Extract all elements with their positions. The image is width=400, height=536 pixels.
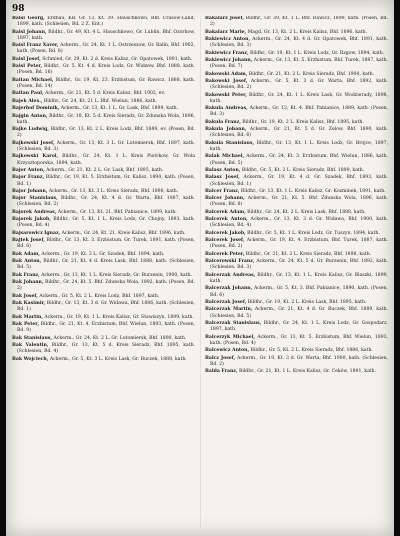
entry-details: Ackerm., Gr. 21, Kt. 5 d. Kreis Kalisz, Bhf. 1902, ev. — [43, 91, 165, 97]
entry-name: Bakowski Peter, — [205, 92, 247, 98]
entry-name: Bak Wojciech, — [12, 356, 49, 362]
directory-entry — [12, 315, 195, 321]
directory-entry — [205, 30, 388, 36]
directory-entry — [205, 141, 388, 153]
entry-details: Bildhr., Gr. 13, Kt. 1 L. Kreis Kalisz, Gr. Kozminek, 1891, kath. — [239, 188, 386, 194]
directory-entry — [12, 154, 195, 166]
entry-name: Bajtek Josef, — [12, 238, 45, 244]
entry-name: Balak Michael, — [205, 154, 245, 160]
entry-details: Bildhr., Gr. 19, Kt. 2 L. Kreis Kalisz, Bhf. 1895, kath. — [240, 119, 364, 125]
entry-name: Bakowski Josef, — [205, 78, 248, 84]
entry-name: Balcer Johann, — [205, 196, 245, 202]
directory-entry — [205, 72, 388, 78]
directory-entry — [12, 217, 195, 229]
entry-details: Ackerm., Gr. 24, Kt. 5 d. Gr. Burzenin, Bhf. 1892, kath. (Schlesien, Bd. 3) — [210, 259, 388, 271]
entry-details: Bildhr., Gr. 21, Kt. 2 L. Kreis Sieradz, Bhf. 1898, kath. — [244, 251, 372, 257]
entry-details: Bildhr., Gr. 13, Kt. 1 L. Kreis Kalisz, Gr. Blaszki, 1899, kath. — [210, 272, 388, 285]
entry-name: Baisl Josef, — [12, 56, 41, 62]
entry-name: Balcerek Anton, — [205, 217, 248, 223]
directory-entry — [12, 196, 195, 208]
entry-name: Balcerzak Johann, — [205, 286, 253, 292]
directory-entry — [205, 196, 388, 208]
entry-name: Balasz Josef, — [205, 175, 240, 181]
entry-details: Bildhr., Gr. 24, Kt. 2 L. Kreis Lask, Bhf. 1888, kath. — [245, 209, 366, 215]
entry-name: Balcerzak Stanislaus, — [205, 321, 262, 326]
entry-details: Bildhr., Gr. 19, Kt. 2 L. Kreis Lask, Bhf. 1895, kath. — [246, 300, 367, 306]
entry-details: Bildhr., Gr. 24, Kt. 1 L. Kreis Lodz, Gr. Gospodarz, 1897, kath. — [210, 321, 388, 333]
directory-entry — [205, 259, 388, 271]
directory-entry — [205, 210, 388, 216]
entry-name: Bajorek Andreas, — [12, 209, 57, 215]
directory-entry — [205, 238, 388, 250]
entry-details: Bildhr., Gr. 5, Kt. 2 L. Kreis Sieradz, Bhf. 1899, kath. — [240, 167, 365, 173]
directory-entry — [12, 43, 195, 55]
entry-name: Balcerowski Franz, — [205, 259, 255, 265]
directory-entry — [12, 91, 195, 97]
entry-name: Bak Franz, — [12, 272, 40, 278]
directory-entry — [12, 106, 195, 112]
entry-details: Bildhr., Gr. 21, Kt. 2 L. Kreis Sieradz, Bhf. 1900, kath. — [247, 71, 375, 77]
entry-details: Bildhr., Gr. 21, Kt. 4 d. Kreis Lask, Bhf. 1888, kath. (Schlesien, Bd. 5) — [17, 259, 195, 271]
entry-name: Bajor Stanislaus, — [12, 196, 58, 202]
directory-entry — [12, 114, 195, 126]
entry-name: Bajke Ludwig, — [12, 127, 49, 133]
entry-name: Bak Martin, — [12, 314, 43, 320]
entry-details: Ackerm., Gr. 13, Kt. 5. Erzbistum, Bhf. Turek, 1887, kath. (Posen, Bd. 7) — [210, 57, 388, 70]
entry-details: Bildhr., Gr. 19, Kt. 1 L. Kreis Lodz, Gr. Rzgow, 1894, kath. — [248, 50, 385, 56]
directory-entry — [12, 16, 195, 28]
entry-details: Ackerm., Gr. 19, Kt. 4 d. Gr. Szadek, Bhf. 1893, kath. (Schlesien, Bd. 1) — [210, 175, 388, 187]
entry-name: Bakalarz Marie, — [205, 29, 247, 35]
directory-entry — [12, 57, 195, 63]
directory-entry — [12, 231, 195, 237]
directory-entry — [12, 99, 195, 105]
entry-details: Ackerm., Gr. 19, Kt. 3 d. Gr. Warta, Bhf. 1900, kath. (Schlesien, Bd. 2) — [210, 355, 388, 367]
entry-details: Bildhr., Gr. 24, Kt. 21 L. Bhf. Wielun, 1886, kath. — [42, 98, 157, 104]
entry-details: Ackerm., Gr. 19, Kt. 2 L. Gr. Szadek, Bhf. 1894, kath. — [39, 251, 165, 257]
entry-details: Ackerm., Gr. 19, Kt. 1 L. Kreis Kalisz, Gr. Stawiszyn, 1899, kath. — [42, 314, 194, 320]
entry-name: Bak Anton, — [12, 259, 42, 265]
directory-entry — [205, 93, 388, 105]
entry-name: Balcerek Jakob, — [205, 230, 246, 236]
entry-details: Ackerm., Gr. 13, Kt. 3 L. Gr. Lutomiersk, Bhf. 1897, kath. (Schlesien, Bd. 3) — [17, 140, 195, 152]
entry-details: Ackerm., Gr. 24, Kt. 1 L. Ostrzeszow, Gr. Balin, Bhf. 1902, kath. (Posen, Bd. 8) — [17, 43, 195, 55]
directory-entry — [205, 273, 388, 285]
directory-entry — [12, 141, 195, 153]
entry-name: Bak Valentin, — [12, 343, 49, 349]
entry-details: Ackerm., Gr. 24, Kt. 2 L. Gr. Lutomiersk, Bhf. 1890, kath. — [51, 335, 187, 341]
directory-entry — [205, 369, 388, 375]
entry-name: Bajkowski Josef, — [12, 140, 55, 146]
right-column — [205, 16, 388, 530]
directory-entry — [205, 356, 388, 368]
entry-details: Ackerm., Gr. 13, Kt. 5. Erzbistum, Bhf. Wielun, 1893, kath. (Posen, Bd. 4) — [210, 334, 388, 346]
entry-details: Bildhr., Gr. 5, Kt. 2 L. Kreis Sieradz, Bhf. 1886, kath. — [249, 348, 373, 354]
entry-name: Balcerzyk Michael, — [205, 334, 255, 340]
entry-name: Bak Peter, — [12, 322, 39, 328]
directory-entry — [205, 252, 388, 258]
entry-name: Balcer Franz, — [205, 188, 240, 194]
entry-name: Bak Adam, — [12, 251, 40, 257]
entry-name: Bajorek Jakob, — [12, 217, 51, 223]
entry-name: Bak Johann, — [12, 280, 44, 286]
entry-details: Ackerm., Gr. 21, Kt. 5 d. Gr. Zelow, Bhf. 1890, kath. (Schlesien, Bd. 6) — [210, 127, 388, 139]
entry-name: Balcz Josef, — [205, 355, 236, 361]
directory-entry — [12, 127, 195, 139]
entry-name: Balcewicz Anton, — [205, 348, 250, 354]
entry-name: Balcerzak Martin, — [205, 307, 253, 313]
page-number: 98 — [12, 4, 25, 14]
entry-details: Bildhr., Gr. 13, Kt. 3. Erzbistum, Gr. Turek, 1891, kath. (Posen, Bd. 6) — [17, 238, 195, 250]
entry-name: Bajor Franz, — [12, 175, 45, 181]
directory-entry — [205, 307, 388, 319]
entry-name: Balda Franz, — [205, 369, 238, 375]
entry-details: Ackerm., Gr. 21, Kt. 2 L. Gr. Lask, Bhf. 1895, kath. — [44, 167, 164, 173]
entry-details: Ackerm., Gr. 13, Kt. 21. Bhf. Pabianice, 1899, kath. — [56, 209, 177, 215]
entry-details: Ackerm., Gr. 5, Kt. 2 L. Kreis Lodz, Bhf. 1897, kath. — [37, 293, 160, 299]
entry-name: Bakiewicz Johann, — [205, 57, 253, 63]
directory-entry — [205, 189, 388, 195]
directory-entry — [12, 273, 195, 279]
entry-details: Ackerm., Gr. 19, Kt. 4. Erzbistum, Bhf. Turek, 1887, kath. (Posen, Bd. 2) — [210, 238, 388, 250]
entry-name: Baisl Franz Xaver, — [12, 43, 59, 49]
directory-entry — [205, 321, 388, 333]
entry-details: Bildhr., Gr. 19, Kt. 23. Erzbistum, Gr. Rawicz, 1888, kath. (Posen, Bd. 14) — [17, 77, 195, 89]
entry-name: Bajerhof Dominik, — [12, 106, 60, 112]
entry-details: Bildhr., Gr. 19, Kt. 5. Erzbistum, Gr. Kalisz, 1890, kath. (Posen, Bd. 1) — [17, 175, 195, 187]
entry-details: Erdbau, KB. Gr. 13, Kt. 39. Hauschkowo, Bhf. Crasow-Land, 1899, kath. (Schlesien, Bd. 2 Z. Ent.) — [17, 16, 195, 28]
entry-name: Bak Kasimir, — [12, 301, 46, 307]
entry-name: Baisi Georg, — [12, 16, 45, 21]
entry-details: Ackerm., Gr. 5, Kt. 3. Bhf. Pabianice, 1890, kath. (Posen, Bd. 6) — [210, 286, 388, 298]
directory-entry — [12, 238, 195, 250]
directory-entry — [12, 189, 195, 195]
entry-name: Balcerek Adam, — [205, 209, 246, 215]
entry-name: Bajek Alex., — [12, 98, 43, 104]
directory-entry — [205, 175, 388, 187]
directory-entry — [12, 252, 195, 258]
entry-name: Bajsarowicz Ignaz, — [12, 230, 61, 236]
directory-entry — [205, 286, 388, 298]
entry-name: Balcerek Josef, — [205, 238, 245, 244]
directory-entry — [12, 322, 195, 334]
directory-entry — [205, 217, 388, 229]
entry-name: Bakalarz Josef, — [205, 16, 244, 21]
entry-details: Ackerm., Gr. 21, Kt. 4 d. Gr. Buczek, Bhf. 1889, kath. (Schlesien, Bd. 5) — [210, 307, 388, 319]
entry-details: Ackerm., Gr. 24, Kt. 3. Erzbistum, Bhf. Wielun, 1886, kath. (Posen, Bd. 5) — [210, 154, 388, 166]
directory-entry — [12, 78, 195, 90]
entry-details: Ackerm., Gr. 13, Kt. 3 L. Kreis Sieradz, Bhf. 1898, kath. — [47, 188, 179, 194]
directory-entry — [205, 51, 388, 57]
directory-entry — [12, 294, 195, 300]
entry-name: Balcerzak Andreas, — [205, 272, 256, 278]
entry-details: Bildhr., Gr. 5, Kt. 1 L. Kreis Lodz, Gr. Tuszyn, 1894, kath. — [245, 230, 380, 236]
directory-entry — [205, 120, 388, 126]
entry-details: Ackerm., Gr. 5, Kt. 3 L. Kreis Lask, Gr. Buczek, 1888, kath. — [48, 356, 187, 362]
entry-details: Ackerm., Gr. 13, Kt. 3 d. Gr. Widawa, Bhf. 1900, kath. (Schlesien, Bd. 4) — [210, 217, 388, 229]
directory-entry — [205, 168, 388, 174]
directory-entry — [12, 64, 195, 76]
directory-entry — [12, 210, 195, 216]
directory-entry — [205, 79, 388, 91]
directory-entry — [205, 300, 388, 306]
entry-details: Bildhr., Gr. 13, Kt. 5 d. Kreis Sieradz, Bhf. 1895, kath. (Schlesien, Bd. 4) — [17, 343, 195, 355]
entry-name: Bakiewicz Anton, — [205, 36, 251, 42]
entry-name: Baitan Michael, — [12, 77, 54, 83]
column-divider — [200, 18, 201, 528]
entry-details: Bildhr., Gr. 13, Kt. 2 L. Kreis Lodz, Bhf. 1889, ev. (Posen, Bd. 2) — [17, 127, 195, 139]
entry-details: Schmied, Gr. 29, Kt. 2 d. Kreis Kalisz, Gr. Opatowek, 1891, kath. — [40, 56, 193, 62]
directory-entry — [12, 259, 195, 271]
entry-details: Bildhr., Gr. 21, Kt. 1 L. Kreis Kalisz, Gr. Ceków, 1891, kath. — [237, 369, 377, 375]
entry-name: Bajor Johann, — [12, 188, 48, 194]
directory-entry — [12, 301, 195, 313]
entry-details: Bildhr., Gr. 13, Kt. 3 d. Gr. Widawa, Bhf. 1886, kath. (Schlesien, Bd. 1) — [17, 301, 195, 313]
entry-name: Balcerzak Josef, — [205, 300, 247, 306]
entry-details: Bildhr., Gr. 24, Kt. 1 L. Kreis Lask, Gr. Wodzierady, 1898, kath. — [210, 92, 388, 104]
directory-entry — [205, 37, 388, 49]
entry-details: Bildhr., Gr. 5, Kt. 4 d. Kreis Lodz, Gr. Widzew, Bhf. 1888, kath. (Posen, Bd. 16) — [17, 64, 195, 76]
entry-details: Bildhr., Gr. 5, Kt. 1 L. Kreis Lodz, Gr. Chojny, 1893, kath. (Posen, Bd. 4) — [17, 217, 195, 229]
entry-name: Bajgin Anton, — [12, 113, 48, 119]
directory-entry — [12, 175, 195, 187]
entry-name: Bakula Andreas, — [205, 106, 248, 112]
entry-details: Bildhr., Gr. 24, Kt. 4 d. Gr. Warta, Bhf. 1887, kath. (Schlesien, Bd. 2) — [17, 196, 195, 208]
entry-name: Bajor Anton, — [12, 167, 45, 173]
entry-details: Ackerm., Gr. 13, Kt. 4. Bhf. Pabianice, 1889, kath. (Posen, Bd. 3) — [210, 106, 388, 118]
directory-entry — [12, 357, 195, 363]
directory-entry — [205, 127, 388, 139]
entry-details: Bildhr., Gr. 21, Kt. 4. Erzbistum, Bhf. Wielun, 1893, kath. (Posen, Bd. 9) — [17, 322, 195, 334]
entry-name: Bakula Johann, — [205, 127, 247, 133]
directory-entry — [205, 16, 388, 28]
entry-details: Bildhr., Gr. 39, Kt. 1 L. Bhf. Rawicz, 1899, kath. (Posen, Bd. 2) — [210, 16, 388, 28]
entry-name: Bak Stanislaus, — [12, 335, 52, 341]
document-page — [6, 0, 394, 536]
entry-details: Bildhr., Gr. 13, Kt. 1 L. Kreis Lodz, Gr. Brojce, 1897, kath. — [210, 140, 388, 152]
directory-entry — [12, 30, 195, 42]
entry-details: Magd, Gr. 13, Kt. 2 L. Kreis Kalisz, Bhf. 1896, kath. — [246, 29, 368, 35]
directory-entry — [205, 58, 388, 70]
directory-entry — [205, 231, 388, 237]
directory-entry — [205, 335, 388, 347]
directory-entry — [205, 106, 388, 118]
entry-details: Bildhr., Gr. 24, Kt. 5. Bhf. Zdunska Wola, 1892, kath. (Posen, Bd. 2) — [17, 280, 195, 292]
directory-entry — [12, 280, 195, 292]
directory-entry — [12, 336, 195, 342]
directory-entry — [205, 348, 388, 354]
entry-name: Baisl Johann, — [12, 29, 47, 35]
entry-details: Ackerm., Gr. 21, Kt. 5. Bhf. Zdunska Wola, 1896, kath. (Posen, Bd. 8) — [210, 196, 388, 208]
entry-name: Baisl Peter, — [12, 64, 43, 70]
left-column — [12, 16, 195, 530]
entry-name: Bajkowski Karol, — [12, 154, 59, 160]
entry-name: Bak Josef, — [12, 293, 38, 299]
entry-details: Ackerm., Gr. 13, Kt. 1 L. Gr. Lask, Bhf. 1899, kath. — [59, 106, 179, 112]
entry-details: Ackerm., Gr. 24, Kt. 4 d. Gr. Opatowek, Bhf. 1891, kath. (Schlesien, Bd. 3) — [210, 36, 388, 49]
entry-details: Bildhr., Gr. 18, Kt. 5 d. Kreis Sieradz, Gr. Zdunska Wola, 1896, kath. — [17, 113, 195, 125]
entry-details: Ackerm., Gr. 13, Kt. 1 L. Kreis Sieradz, Gr. Burzenin, 1900, kath. — [39, 272, 193, 278]
entry-name: Balcerek Peter, — [205, 251, 245, 257]
entry-details: Ackerm., Gr. 24, Kt. 21. Kreis Kalisz, Bhf. 1896, kath. — [60, 230, 186, 236]
directory-entry — [12, 343, 195, 355]
entry-name: Baitan Paul, — [12, 91, 44, 97]
directory-entry — [12, 168, 195, 174]
entry-name: Bakula Stanislaus, — [205, 140, 255, 146]
entry-name: Bakowski Adam, — [205, 71, 248, 77]
entry-name: Bakiewicz Franz, — [205, 50, 249, 56]
entry-name: Balasz Anton, — [205, 167, 241, 173]
entry-details: Bildhr., Gr. 24, Kt. 1 L. Kreis Piotrkow, Gr. Wola Krzysztoporska, 1894, kath. — [17, 154, 195, 166]
directory-entry — [205, 154, 388, 166]
entry-name: Bakula Franz, — [205, 119, 241, 125]
entry-details: Ackerm., Gr. 5, Kt. 3 d. Gr. Warta, Bhf. 1892, kath. (Schlesien, Bd. 2) — [210, 78, 388, 91]
entry-details: Bildhr., Gr. 49, Kt. 4 L. Hauschkowo, Gr. Lublin, Bhf. Ozorkow, 1897, kath. — [17, 29, 195, 41]
